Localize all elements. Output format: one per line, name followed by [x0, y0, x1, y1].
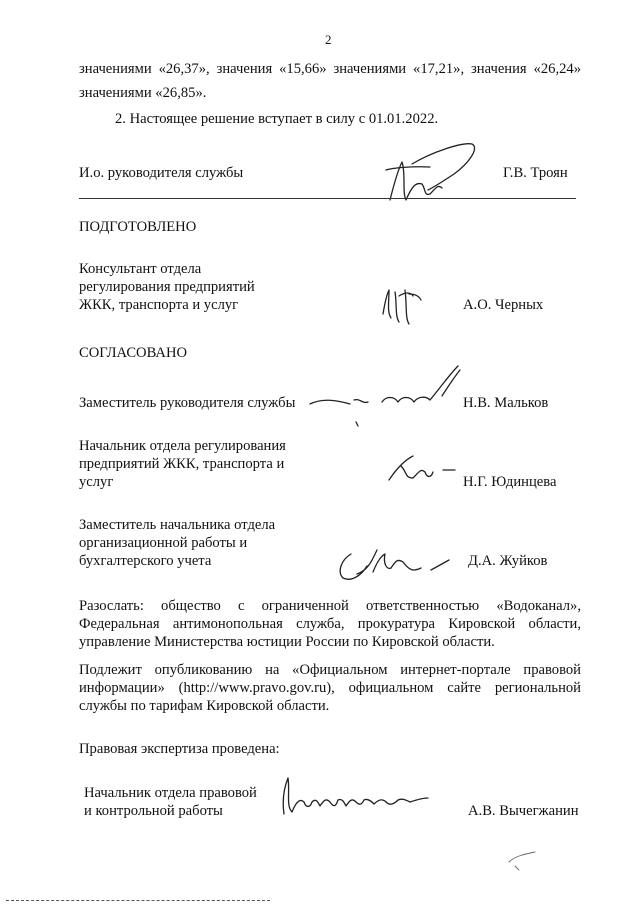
intro-line-2: значениями «26,85». — [79, 85, 207, 101]
head-signature — [372, 134, 492, 214]
agreed-signer-3-title-line: Заместитель начальника отдела — [79, 517, 276, 533]
distribution-line: Разослать: общество с ограниченной ответственностью «Водоканал», — [79, 598, 581, 614]
legal-signature — [268, 772, 448, 822]
initials-mark — [505, 842, 545, 872]
agreed-signer-2-name: Н.Г. Юдинцева — [463, 474, 557, 490]
header-divider — [79, 198, 576, 199]
agreed-signer-3-title-line: бухгалтерского учета — [79, 553, 212, 569]
intro-line-1: значениями «26,37», значения «15,66» значениями «17,21», значения «26,24» — [79, 61, 581, 77]
legal-name: А.В. Вычегжанин — [468, 803, 579, 819]
publication-line: службы по тарифам Кировской области. — [79, 698, 330, 714]
agreed-signer-1-title: Заместитель руководителя службы — [79, 395, 296, 411]
distribution-line: Федеральная антимонопольная служба, прокуратура Кировской области, — [79, 616, 581, 632]
distribution-line: управление Министерства юстиции России по Кировской области. — [79, 634, 495, 650]
agreed-signer-1-name: Н.В. Мальков — [463, 395, 549, 411]
agreed-signer-2-signature — [383, 452, 463, 492]
agreed-signer-3-title-line: организационной работы и — [79, 535, 248, 551]
legal-title-line: и контрольной работы — [84, 803, 223, 819]
prepared-title-line: Консультант отдела — [79, 261, 202, 277]
item-2: 2. Настоящее решение вступает в силу с 01.01.2022. — [115, 111, 439, 127]
prepared-title-line: регулирования предприятий — [79, 279, 255, 295]
agreed-signer-2-title-line: предприятий ЖКК, транспорта и — [79, 456, 285, 472]
prepared-title-line: ЖКК, транспорта и услуг — [79, 297, 239, 313]
publication-line: Подлежит опубликованию на «Официальном интернет-портале правовой — [79, 662, 581, 678]
prepared-signature — [375, 282, 435, 332]
legal-note: Правовая экспертиза проведена: — [79, 741, 280, 757]
legal-title-line: Начальник отдела правовой — [84, 785, 257, 801]
head-signatory-title: И.о. руководителя службы — [79, 165, 244, 181]
publication-line: информации» (http://www.pravo.gov.ru), официальном сайте региональной — [79, 680, 581, 696]
page-number: 2 — [325, 32, 332, 47]
agreed-signer-2-title-line: Начальник отдела регулирования — [79, 438, 286, 454]
agreed-signer-2-title-line: услуг — [79, 474, 114, 490]
head-signatory-name: Г.В. Троян — [503, 165, 568, 181]
agreed-signer-1-signature — [302, 360, 472, 430]
agreed-signer-3-name: Д.А. Жуйков — [468, 553, 548, 569]
agreed-signer-3-signature — [333, 540, 463, 590]
agreed-heading: СОГЛАСОВАНО — [79, 345, 188, 361]
prepared-name: А.О. Черных — [463, 297, 544, 313]
footer-line — [6, 900, 270, 901]
prepared-heading: ПОДГОТОВЛЕНО — [79, 219, 197, 235]
